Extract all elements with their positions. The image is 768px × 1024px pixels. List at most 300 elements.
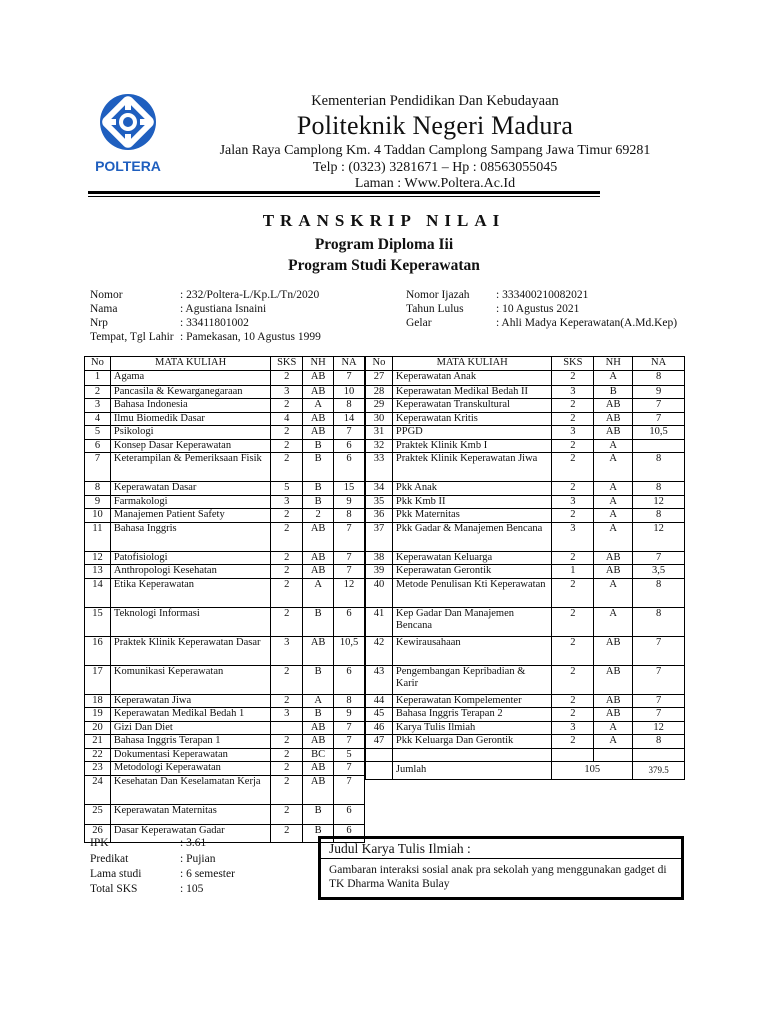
meta-value: : Ahli Madya Keperawatan(A.Md.Kep) <box>496 317 678 329</box>
col-sks-header: SKS <box>271 357 303 371</box>
course-no: 22 <box>85 748 111 762</box>
course-sks: 2 <box>552 412 594 426</box>
course-no: 46 <box>366 721 393 735</box>
table-row <box>366 665 685 694</box>
course-name: Karya Tulis Ilmiah <box>392 721 552 735</box>
course-nh: A <box>594 370 633 385</box>
course-sks: 2 <box>271 775 303 804</box>
table-row <box>85 370 365 385</box>
meta-label: Tahun Lulus <box>406 303 464 315</box>
course-name: Ilmu Biomedik Dasar <box>110 412 270 426</box>
course-no: 2 <box>85 385 111 399</box>
empty-cell <box>392 748 552 761</box>
meta-label: Gelar <box>406 317 432 329</box>
course-nh: B <box>594 385 633 399</box>
course-name: Bahasa Inggris Terapan 1 <box>110 735 270 749</box>
summary-value: : 6 semester <box>180 868 235 880</box>
course-no: 23 <box>85 762 111 776</box>
col-no-header: No <box>85 357 111 371</box>
course-nh: A <box>594 735 633 749</box>
course-sks: 2 <box>552 735 594 749</box>
course-na: 7 <box>334 775 365 804</box>
course-name: Keperawatan Transkultural <box>392 399 552 413</box>
total-row <box>366 761 685 779</box>
table-row <box>85 665 365 694</box>
course-sks: 3 <box>552 721 594 735</box>
course-na: 12 <box>633 721 685 735</box>
course-na: 8 <box>334 694 365 708</box>
course-no: 34 <box>366 482 393 496</box>
course-nh: B <box>303 495 334 509</box>
course-sks: 1 <box>552 565 594 579</box>
course-sks: 2 <box>271 426 303 440</box>
table-row <box>366 721 685 735</box>
course-name: Keperawatan Medikal Bedah II <box>392 385 552 399</box>
grades-table-right <box>365 356 685 780</box>
course-nh: B <box>303 453 334 482</box>
course-sks: 3 <box>552 495 594 509</box>
course-nh: AB <box>303 426 334 440</box>
course-na: 8 <box>633 370 685 385</box>
course-sks: 3 <box>552 426 594 440</box>
course-sks: 2 <box>552 665 594 694</box>
course-nh: AB <box>303 551 334 565</box>
course-na: 6 <box>334 439 365 453</box>
course-sks: 2 <box>271 748 303 762</box>
meta-value: : 333400210082021 <box>496 289 589 301</box>
course-no: 42 <box>366 636 393 665</box>
course-sks: 3 <box>271 636 303 665</box>
course-name: Metode Penulisan Kti Keperawatan <box>392 578 552 607</box>
course-sks: 2 <box>271 762 303 776</box>
course-sks: 2 <box>271 399 303 413</box>
course-na: 12 <box>633 495 685 509</box>
table-row <box>85 708 365 722</box>
course-sks: 2 <box>271 439 303 453</box>
course-na: 8 <box>633 735 685 749</box>
course-na: 8 <box>633 509 685 523</box>
document-title: TRANSKRIP NILAI <box>262 211 506 230</box>
course-nh: AB <box>594 426 633 440</box>
table-row <box>85 509 365 523</box>
course-no: 12 <box>85 551 111 565</box>
course-no: 6 <box>85 439 111 453</box>
course-sks: 2 <box>271 824 303 842</box>
course-no: 19 <box>85 708 111 722</box>
course-name: Bahasa Inggris Terapan 2 <box>392 708 552 722</box>
course-nh: AB <box>303 370 334 385</box>
course-name: Keperawatan Kompelementer <box>392 694 552 708</box>
course-nh: AB <box>303 762 334 776</box>
table-header-row <box>85 357 365 371</box>
course-nh: AB <box>594 399 633 413</box>
course-sks: 3 <box>552 385 594 399</box>
course-nh: AB <box>303 385 334 399</box>
table-row <box>85 482 365 496</box>
course-nh: AB <box>594 412 633 426</box>
course-name: Keperawatan Gerontik <box>392 565 552 579</box>
course-nh: A <box>594 439 633 453</box>
course-name: Keterampilan & Pemeriksaan Fisik <box>110 453 270 482</box>
course-na: 8 <box>633 607 685 636</box>
course-name: Keperawatan Keluarga <box>392 551 552 565</box>
course-na: 9 <box>633 385 685 399</box>
course-name: Dokumentasi Keperawatan <box>110 748 270 762</box>
course-nh: AB <box>594 694 633 708</box>
course-name: Keperawatan Anak <box>392 370 552 385</box>
course-no: 14 <box>85 578 111 607</box>
meta-label: Nomor <box>90 289 123 301</box>
course-no: 32 <box>366 439 393 453</box>
course-na: 12 <box>334 578 365 607</box>
logo-text: POLTERA <box>95 158 161 174</box>
total-label: Jumlah <box>392 761 552 779</box>
empty-cell <box>366 748 393 761</box>
table-row <box>366 439 685 453</box>
course-no: 28 <box>366 385 393 399</box>
course-name: Dasar Keperawatan Gadar <box>110 824 270 842</box>
meta-value: : 232/Poltera-L/Kp.L/Tn/2020 <box>180 289 320 301</box>
course-na: 8 <box>334 509 365 523</box>
course-nh: B <box>303 482 334 496</box>
course-name: Pengembangan Kepribadian & Karir <box>392 665 552 694</box>
table-row <box>85 412 365 426</box>
course-na: 7 <box>334 565 365 579</box>
course-na: 7 <box>633 708 685 722</box>
course-no: 45 <box>366 708 393 722</box>
table-row <box>366 522 685 551</box>
course-no: 11 <box>85 522 111 551</box>
course-sks: 2 <box>271 522 303 551</box>
course-nh: AB <box>303 565 334 579</box>
course-no: 31 <box>366 426 393 440</box>
course-no: 18 <box>85 694 111 708</box>
course-na: 5 <box>334 748 365 762</box>
table-row <box>85 565 365 579</box>
course-na: 10,5 <box>633 426 685 440</box>
meta-value: : Agustiana Isnaini <box>180 303 267 315</box>
course-name: Bahasa Indonesia <box>110 399 270 413</box>
table-row <box>85 636 365 665</box>
course-sks: 2 <box>552 439 594 453</box>
course-name: Kewirausahaan <box>392 636 552 665</box>
course-name: Manajemen Patient Safety <box>110 509 270 523</box>
table-row <box>85 762 365 776</box>
course-nh: A <box>594 495 633 509</box>
course-nh: AB <box>303 775 334 804</box>
course-no: 21 <box>85 735 111 749</box>
course-name: Keperawatan Medikal Bedah 1 <box>110 708 270 722</box>
course-sks: 2 <box>271 578 303 607</box>
course-na: 7 <box>334 762 365 776</box>
col-course-header: MATA KULIAH <box>392 357 552 371</box>
table-row <box>85 748 365 762</box>
table-row <box>366 385 685 399</box>
course-name: Metodologi Keperawatan <box>110 762 270 776</box>
course-nh: B <box>303 607 334 636</box>
col-sks-header: SKS <box>552 357 594 371</box>
course-no: 8 <box>85 482 111 496</box>
institution-phone: Telp : (0323) 3281671 – Hp : 08563055045 <box>312 160 558 175</box>
course-name: Kep Gadar Dan Manajemen Bencana <box>392 607 552 636</box>
course-nh: AB <box>303 412 334 426</box>
course-no: 47 <box>366 735 393 749</box>
course-name: Komunikasi Keperawatan <box>110 665 270 694</box>
course-nh: A <box>594 578 633 607</box>
course-sks: 3 <box>552 522 594 551</box>
course-nh: AB <box>303 735 334 749</box>
summary-value: : Pujian <box>180 853 216 865</box>
meta-label: Nomor Ijazah <box>406 289 470 301</box>
course-sks: 2 <box>271 607 303 636</box>
header-rule-thin <box>88 196 600 197</box>
course-sks: 2 <box>552 453 594 482</box>
thesis-box <box>318 836 684 900</box>
table-row <box>85 735 365 749</box>
course-na: 7 <box>633 694 685 708</box>
table-row <box>85 426 365 440</box>
meta-value: : 10 Agustus 2021 <box>496 303 580 315</box>
course-name: PPGD <box>392 426 552 440</box>
course-na: 10,5 <box>334 636 365 665</box>
course-na: 8 <box>633 578 685 607</box>
course-sks: 3 <box>271 495 303 509</box>
table-row <box>366 636 685 665</box>
table-row <box>366 565 685 579</box>
table-row <box>366 551 685 565</box>
table-row <box>366 495 685 509</box>
table-row <box>366 735 685 749</box>
ministry-name: Kementerian Pendidikan Dan Kebudayaan <box>311 93 559 109</box>
course-name: Keperawatan Dasar <box>110 482 270 496</box>
course-no: 33 <box>366 453 393 482</box>
course-no: 35 <box>366 495 393 509</box>
course-sks: 2 <box>271 694 303 708</box>
table-row <box>85 522 365 551</box>
meta-value: : Pamekasan, 10 Agustus 1999 <box>180 331 321 343</box>
institution-website: Laman : Www.Poltera.Ac.Id <box>354 176 516 191</box>
course-na: 7 <box>334 551 365 565</box>
col-na-header: NA <box>633 357 685 371</box>
course-no: 43 <box>366 665 393 694</box>
course-name: Praktek Klinik Keperawatan Jiwa <box>392 453 552 482</box>
course-sks <box>271 721 303 735</box>
course-sks: 2 <box>271 551 303 565</box>
table-row <box>85 694 365 708</box>
empty-cell <box>633 748 685 761</box>
course-no: 40 <box>366 578 393 607</box>
course-nh: AB <box>594 665 633 694</box>
total-sks: 105 <box>552 761 633 779</box>
total-na: 379.5 <box>633 761 685 779</box>
course-nh: A <box>594 721 633 735</box>
course-no: 15 <box>85 607 111 636</box>
course-na: 6 <box>334 607 365 636</box>
table-row <box>366 426 685 440</box>
course-na: 7 <box>633 399 685 413</box>
course-na: 9 <box>334 708 365 722</box>
course-nh: A <box>303 694 334 708</box>
course-nh: A <box>594 607 633 636</box>
course-no: 26 <box>85 824 111 842</box>
course-name: Keperawatan Maternitas <box>110 804 270 824</box>
course-sks: 2 <box>552 694 594 708</box>
course-no: 39 <box>366 565 393 579</box>
course-na: 3,5 <box>633 565 685 579</box>
meta-label: Nama <box>90 303 118 315</box>
col-na-header: NA <box>334 357 365 371</box>
course-name: Pkk Gadar & Manajemen Bencana <box>392 522 552 551</box>
course-name: Teknologi Informasi <box>110 607 270 636</box>
course-name: Gizi Dan Diet <box>110 721 270 735</box>
course-na: 8 <box>633 482 685 496</box>
course-no: 36 <box>366 509 393 523</box>
course-nh: A <box>303 399 334 413</box>
course-sks: 2 <box>552 551 594 565</box>
course-sks: 3 <box>271 708 303 722</box>
institution-address: Jalan Raya Camplong Km. 4 Taddan Camplong Sampang Jawa Timur 69281 <box>219 143 651 158</box>
course-na: 6 <box>334 665 365 694</box>
study-program-title: Program Studi Keperawatan <box>288 257 480 274</box>
table-row <box>366 509 685 523</box>
course-name: Konsep Dasar Keperawatan <box>110 439 270 453</box>
course-name: Etika Keperawatan <box>110 578 270 607</box>
course-na: 7 <box>334 522 365 551</box>
course-na: 15 <box>334 482 365 496</box>
course-no: 9 <box>85 495 111 509</box>
course-no: 13 <box>85 565 111 579</box>
course-na: 7 <box>334 370 365 385</box>
course-no: 29 <box>366 399 393 413</box>
table-row <box>366 607 685 636</box>
course-nh: AB <box>303 636 334 665</box>
course-nh: B <box>303 439 334 453</box>
course-na: 14 <box>334 412 365 426</box>
header-rule-thick <box>88 191 600 194</box>
course-nh: A <box>594 522 633 551</box>
course-name: Pkk Kmb II <box>392 495 552 509</box>
table-row <box>85 495 365 509</box>
course-sks: 4 <box>271 412 303 426</box>
course-no: 3 <box>85 399 111 413</box>
table-row <box>85 721 365 735</box>
summary-label: Total SKS <box>90 883 138 895</box>
course-nh: A <box>303 578 334 607</box>
course-nh: B <box>303 804 334 824</box>
table-row <box>366 453 685 482</box>
course-na: 7 <box>633 551 685 565</box>
course-sks: 2 <box>552 370 594 385</box>
table-row <box>366 412 685 426</box>
summary-value: : 105 <box>180 883 204 895</box>
course-na: 7 <box>633 412 685 426</box>
course-na: 8 <box>334 399 365 413</box>
col-course-header: MATA KULIAH <box>110 357 270 371</box>
course-nh: AB <box>594 708 633 722</box>
course-name: Anthropologi Kesehatan <box>110 565 270 579</box>
course-no: 44 <box>366 694 393 708</box>
course-na: 12 <box>633 522 685 551</box>
table-row <box>85 399 365 413</box>
course-name: Farmakologi <box>110 495 270 509</box>
table-row <box>85 551 365 565</box>
course-sks: 2 <box>552 509 594 523</box>
col-no-header: No <box>366 357 393 371</box>
course-no: 41 <box>366 607 393 636</box>
table-row <box>366 708 685 722</box>
course-name: Keperawatan Kritis <box>392 412 552 426</box>
total-blank <box>366 761 393 779</box>
course-name: Praktek Klinik Kmb I <box>392 439 552 453</box>
empty-cell <box>552 748 594 761</box>
course-sks: 2 <box>271 665 303 694</box>
course-no: 30 <box>366 412 393 426</box>
course-sks: 2 <box>271 509 303 523</box>
summary-label: Predikat <box>90 853 129 865</box>
course-sks: 2 <box>271 565 303 579</box>
course-name: Pkk Keluarga Dan Gerontik <box>392 735 552 749</box>
course-no: 17 <box>85 665 111 694</box>
table-row <box>85 804 365 824</box>
meta-label: Tempat, Tgl Lahir <box>90 331 174 343</box>
thesis-heading: Judul Karya Tulis Ilmiah : <box>321 839 681 859</box>
col-nh-header: NH <box>303 357 334 371</box>
table-row <box>85 578 365 607</box>
table-row <box>366 399 685 413</box>
course-sks: 2 <box>552 708 594 722</box>
course-nh: 2 <box>303 509 334 523</box>
course-nh: AB <box>594 565 633 579</box>
course-name: Praktek Klinik Keperawatan Dasar <box>110 636 270 665</box>
grades-table-left <box>84 356 365 843</box>
course-sks: 2 <box>271 370 303 385</box>
course-no: 4 <box>85 412 111 426</box>
course-name: Pkk Anak <box>392 482 552 496</box>
course-no: 27 <box>366 370 393 385</box>
course-na: 6 <box>334 804 365 824</box>
meta-label: Nrp <box>90 317 108 329</box>
table-row-empty <box>366 748 685 761</box>
course-name: Agama <box>110 370 270 385</box>
table-row <box>366 694 685 708</box>
course-nh: B <box>303 708 334 722</box>
table-row <box>85 385 365 399</box>
thesis-title: Gambaran interaksi sosial anak pra sekolah yang menggunakan gadget di TK Dharma Wanita Bulay <box>329 864 667 890</box>
course-sks: 2 <box>552 607 594 636</box>
program-title: Program Diploma Iii <box>314 236 454 253</box>
course-na: 6 <box>334 453 365 482</box>
course-na: 9 <box>334 495 365 509</box>
course-name: Psikologi <box>110 426 270 440</box>
poltera-logo <box>92 92 164 176</box>
course-name: Kesehatan Dan Keselamatan Kerja <box>110 775 270 804</box>
course-no: 25 <box>85 804 111 824</box>
meta-value: : 33411801002 <box>180 317 249 329</box>
course-na <box>633 439 685 453</box>
course-sks: 2 <box>271 804 303 824</box>
course-no: 10 <box>85 509 111 523</box>
course-nh: A <box>594 482 633 496</box>
course-nh: AB <box>594 636 633 665</box>
course-nh: BC <box>303 748 334 762</box>
course-no: 16 <box>85 636 111 665</box>
course-nh: AB <box>303 721 334 735</box>
table-row <box>366 370 685 385</box>
table-row <box>85 607 365 636</box>
course-sks: 2 <box>552 636 594 665</box>
course-nh: A <box>594 453 633 482</box>
table-row <box>85 775 365 804</box>
